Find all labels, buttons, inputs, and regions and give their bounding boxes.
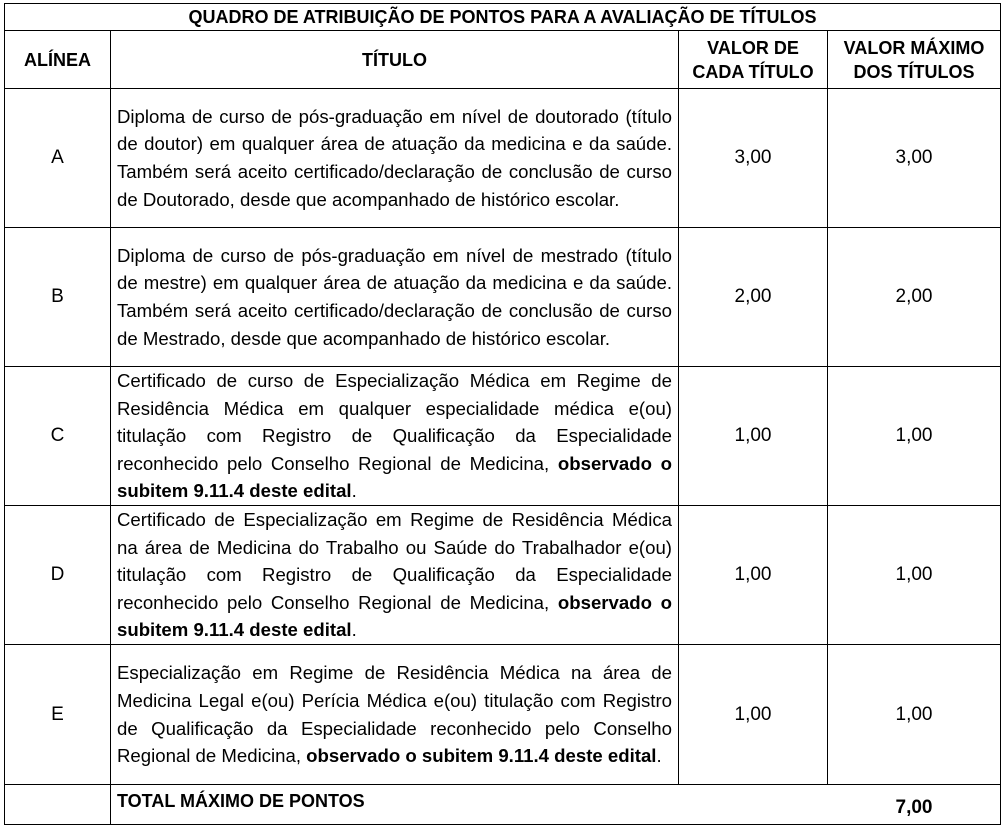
row-c-titulo-text	[117, 367, 672, 505]
header-valor-maximo-line1: VALOR MÁXIMO	[843, 37, 985, 58]
header-alinea-text: ALÍNEA	[24, 49, 91, 70]
row-e-maximo-text: 1,00	[895, 703, 933, 725]
row-c-alinea-text: C	[50, 425, 65, 446]
row-b-titulo-text	[117, 242, 672, 352]
row-a-alinea-text: A	[51, 147, 64, 168]
row-c-maximo	[828, 367, 1000, 505]
row-a-maximo-text: 3,00	[895, 147, 933, 168]
total-value	[828, 785, 1000, 824]
total-label	[117, 785, 717, 819]
row-e-alinea-text: E	[51, 703, 64, 725]
header-alinea	[5, 31, 110, 88]
row-c-alinea	[5, 367, 110, 505]
row-e-text: Especialização em Regime de Residência Médica na área de Medicina Legal e(ou) Perícia Médica e(ou) titulação com Registro de Qualificação da Especialidade reconhecido pelo Conselho Regional de Medicina,	[117, 662, 672, 767]
row-c-maximo-text: 1,00	[895, 425, 933, 446]
row-d-valor	[679, 506, 827, 644]
header-titulo-text: TÍTULO	[362, 49, 427, 70]
row-a-alinea	[5, 89, 110, 227]
row-c-text: Certificado de curso de Especialização Médica em Regime de Residência Médica em qualquer especialidade médica e(ou) titulação com Registro de Qualificação da Especialidade reconhecido pelo Conselho Regional de Medicina,	[117, 370, 672, 474]
row-b-titulo	[111, 228, 678, 366]
header-valor-cada-line2: CADA TÍTULO	[692, 61, 814, 82]
row-e-tail: .	[656, 745, 662, 767]
row-d-titulo-text	[117, 506, 672, 644]
row-e-bold: observado o subitem 9.11.4 deste edital	[306, 745, 657, 767]
header-titulo	[111, 31, 678, 88]
row-c-valor-text: 1,00	[734, 425, 772, 446]
table-border-bottom	[4, 824, 1001, 825]
row-a-valor	[679, 89, 827, 227]
col-divider-1-total	[110, 784, 111, 825]
row-e-maximo	[828, 645, 1000, 784]
row-a-maximo	[828, 89, 1000, 227]
points-table	[4, 3, 1001, 825]
row-c-bold: observado o subitem 9.11.4 deste edital	[117, 452, 672, 502]
row-d-maximo	[828, 506, 1000, 644]
total-value-text: 7,00	[895, 796, 933, 818]
header-valor-maximo	[828, 31, 1000, 88]
row-d-alinea	[5, 506, 110, 644]
table-title-text: QUADRO DE ATRIBUIÇÃO DE PONTOS PARA A AVALIAÇÃO DE TÍTULOS	[188, 7, 817, 27]
row-a-titulo	[111, 89, 678, 227]
row-e-alinea	[5, 645, 110, 784]
total-label-text: TOTAL MÁXIMO DE PONTOS	[117, 791, 365, 811]
row-b-text: Diploma de curso de pós-graduação em nível de mestrado (título de mestre) em qualquer área de atuação da medicina e da saúde. Também será aceito certificado/declaração de conclusão de curso de Mestrado, desde que acompanhado de histórico escolar.	[117, 244, 672, 349]
header-valor-maximo-line2: DOS TÍTULOS	[853, 61, 975, 82]
row-b-maximo-text: 2,00	[895, 286, 933, 307]
row-b-valor	[679, 228, 827, 366]
row-d-titulo	[111, 506, 678, 644]
row-d-maximo-text: 1,00	[895, 564, 933, 585]
row-c-titulo	[111, 367, 678, 505]
row-e-titulo-text	[117, 659, 672, 769]
row-a-valor-text: 3,00	[734, 147, 772, 168]
row-d-alinea-text: D	[50, 564, 65, 585]
row-d-tail: .	[351, 619, 357, 641]
row-d-text: Certificado de Especialização em Regime de Residência Médica na área de Medicina do Trabalho ou Saúde do Trabalhador e(ou) titulação com Registro de Qualificação da Especialidade reconhecido pelo Conselho Regional de Medicina,	[117, 509, 672, 613]
row-b-alinea	[5, 228, 110, 366]
row-b-alinea-text: B	[51, 286, 64, 307]
row-b-maximo	[828, 228, 1000, 366]
row-e-valor-text: 1,00	[734, 703, 772, 725]
header-valor-cada-line1: VALOR DE	[707, 37, 799, 58]
row-a-titulo-text	[117, 103, 672, 213]
header-valor-cada	[679, 31, 827, 88]
table-title	[4, 4, 1001, 30]
row-d-bold: observado o subitem 9.11.4 deste edital	[117, 591, 672, 641]
row-c-tail: .	[351, 480, 357, 502]
row-d-valor-text: 1,00	[734, 564, 772, 585]
row-b-valor-text: 2,00	[734, 286, 772, 307]
table-border-right	[1000, 3, 1001, 825]
row-a-text: Diploma de curso de pós-graduação em nível de doutorado (título de doutor) em qualquer área de atuação da medicina e da saúde. Também será aceito certificado/declaração de conclusão de curso de Doutorado, desde que acompanhado de histórico escolar.	[117, 105, 672, 210]
row-c-valor	[679, 367, 827, 505]
row-e-valor	[679, 645, 827, 784]
row-e-titulo	[111, 645, 678, 784]
